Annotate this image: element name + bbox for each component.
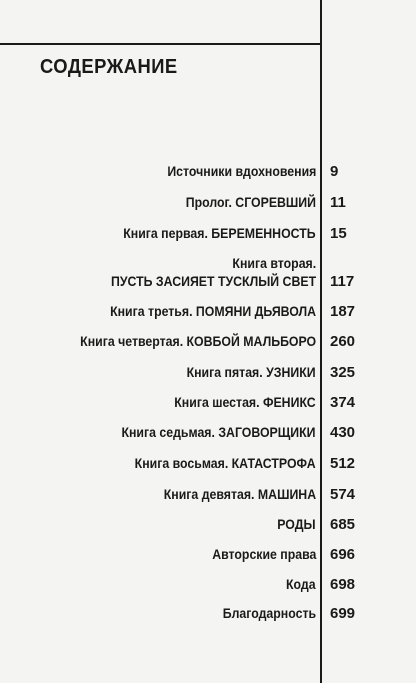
toc-entry [155,394,316,412]
toc-entry-title: Книга четвертая. КОВБОЙ МАЛЬБОРО [80,333,316,349]
toc-entry-page: 9 [330,163,339,180]
toc-entry-page: 15 [330,225,347,242]
toc-entry [97,225,316,243]
toc-entry-title: Книга девятая. МАШИНА [163,486,316,502]
toc-entry-page: 699 [330,605,356,622]
toc-entry [210,605,316,623]
toc-entry-title: Источники вдохновения [166,163,316,179]
toc-entry [147,163,316,181]
vertical-rule [320,0,322,683]
toc-entry-page: 187 [330,303,356,320]
toc-entry-page: 696 [330,546,356,563]
toc-entry-title: Книга пятая. УЗНИКИ [186,364,316,380]
toc-entry-page: 574 [330,486,356,503]
toc-entry [110,455,316,473]
page-title: СОДЕРЖАНИЕ [40,56,178,78]
top-rule [0,43,322,45]
toc-entry [48,333,316,351]
toc-entry-page: 260 [330,333,356,350]
toc-entry [221,255,316,273]
toc-entry-page: 374 [330,394,356,411]
toc-entry-title: Книга третья. ПОМЯНИ ДЬЯВОЛА [110,303,316,319]
toc-entry-title: Книга первая. БЕРЕМЕННОСТЬ [123,225,316,241]
toc-entry [282,576,316,594]
toc-entry-page: 117 [330,273,355,290]
toc-entry-title: Кода [286,576,316,592]
toc-entry [168,194,316,212]
toc-entry [169,364,316,382]
toc-entry-title: Книга восьмая. КАТАСТРОФА [135,455,316,471]
toc-entry-title: Книга шестая. ФЕНИКС [174,394,316,410]
toc-entry [82,303,316,321]
toc-entry-title: ПУСТЬ ЗАСИЯЕТ ТУСКЛЫЙ СВЕТ [110,273,316,289]
toc-entry-page: 430 [330,424,356,441]
toc-entry-page: 512 [330,455,356,472]
toc-entry [198,546,316,564]
toc-entry [272,516,316,534]
toc-entry-title: Книга седьмая. ЗАГОВОРЩИКИ [121,424,316,440]
toc-entry [143,486,316,504]
toc-entry [83,273,316,291]
toc-entry-page: 325 [330,364,356,381]
toc-entry-page: 685 [330,516,356,533]
toc-entry-title: Пролог. СГОРЕВШИЙ [185,194,316,210]
toc-entry-title: Благодарность [222,605,316,621]
toc-entry [95,424,316,442]
toc-entry-page: 11 [330,194,346,211]
toc-entry-title: РОДЫ [277,516,316,532]
toc-entry-page: 698 [330,576,356,593]
toc-entry-title-line1: Книга вторая. [232,255,316,271]
toc-entry-title: Авторские права [211,546,316,562]
